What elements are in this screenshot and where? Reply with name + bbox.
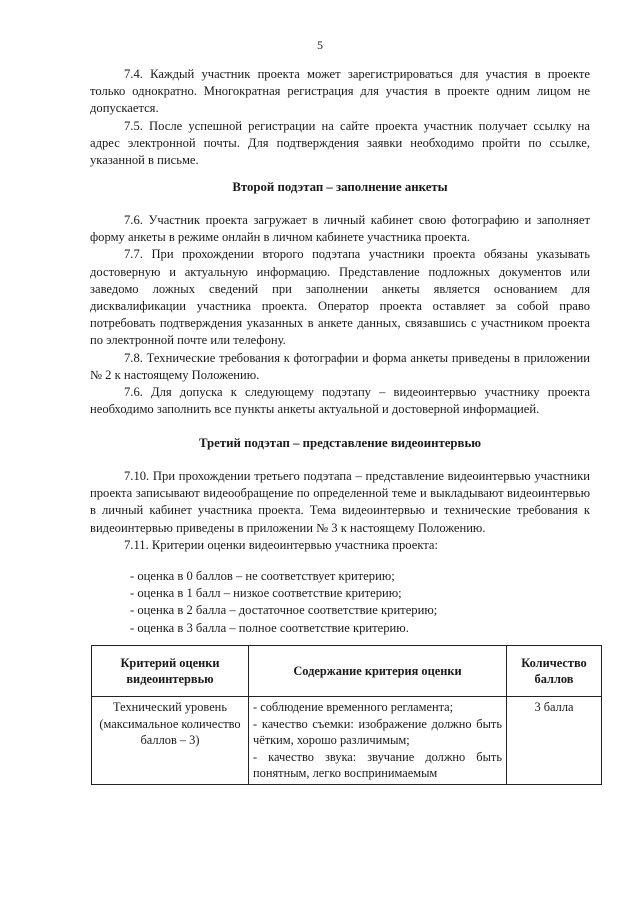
criteria-item: - оценка в 3 балла – полное соответствие критерию. (130, 620, 409, 635)
paragraph-7-5: 7.5. После успешной регистрации на сайте проекта участник получает ссылку на адрес электронной почты. Для подтверждения заявки необходимо пройти по ссылке, указанной в письме. (90, 118, 590, 168)
content-item: - качество съемки: изображение должно быть чётким, хорошо различимым; (253, 716, 502, 747)
header-criterion: Критерий оценки видеоинтервью (92, 646, 249, 697)
evaluation-table (91, 645, 602, 785)
criteria-item: - оценка в 0 баллов – не соответствует критерию; (130, 569, 395, 583)
heading-second-substage: Второй подэтап – заполнение анкеты (232, 180, 448, 194)
paragraph-7-8: 7.8. Технические требования к фотографии и форма анкеты приведены в приложении № 2 к настоящему Положению. (90, 350, 590, 382)
content-item: - качество звука: звучание должно быть понятным, легко воспринимаемым (253, 749, 502, 780)
paragraph-7-4: 7.4. Каждый участник проекта может зарегистрироваться для участия в проекте только однократно. Многократная регистрация для участия в проекте одним лицом не допускается. (90, 67, 590, 116)
header-content: Содержание критерия оценки (249, 646, 507, 697)
paragraph-7-7: 7.7. При прохождении второго подэтапа участники проекта обязаны указывать достоверную и актуальную информацию. Представление подложных документов или заведомо ложных сведений при заполнении анкеты является основанием для дисквалификации участника проекта. Оператор проекта оставляет за собой право потребовать подтверждения указанных в анкете данных, связавшись с участником проекта по электронной почте или телефону. (90, 247, 590, 348)
cell-content (249, 697, 507, 785)
section3-text (90, 468, 590, 554)
cell-criterion: Технический уровень (максимальное количество баллов – 3) (92, 697, 249, 785)
heading-third-substage: Третий подэтап – представление видеоинтервью (199, 436, 481, 450)
section2-text (90, 212, 590, 418)
content-item: - соблюдение временного регламента; (253, 700, 454, 714)
table-row (92, 697, 602, 785)
paragraph-7-10: 7.10. При прохождении третьего подэтапа – представление видеоинтервью участники проекта записывают видеообращение по определенной теме и выкладывают видеоинтервью в личный кабинет участника проекта. Тема видеоинтервью и технические требования к видеоинтервью приведены в приложении № 3 к настоящему Положению. (90, 469, 590, 535)
criteria-item: - оценка в 2 балла – достаточное соответствие критерию; (130, 603, 438, 618)
page-number: 5 (317, 38, 323, 52)
paragraph-7-11: 7.11. Критерии оценки видеоинтервью участника проекта: (124, 537, 439, 552)
paragraph-7-6b: 7.6. Для допуска к следующему подэтапу – видеоинтервью участнику проекта необходимо заполнить все пункты анкеты актуальной и достоверной информацией. (90, 385, 590, 417)
criteria-list (130, 568, 437, 637)
criteria-item: - оценка в 1 балл – низкое соответствие критерию; (130, 586, 402, 601)
header-score: Количество баллов (507, 646, 602, 697)
section1-text (90, 66, 590, 169)
paragraph-7-6: 7.6. Участник проекта загружает в личный кабинет свою фотографию и заполняет форму анкеты в режиме онлайн в личном кабинете участника проекта. (90, 213, 590, 245)
cell-score: 3 балла (507, 697, 602, 785)
table-header-row (92, 646, 602, 697)
